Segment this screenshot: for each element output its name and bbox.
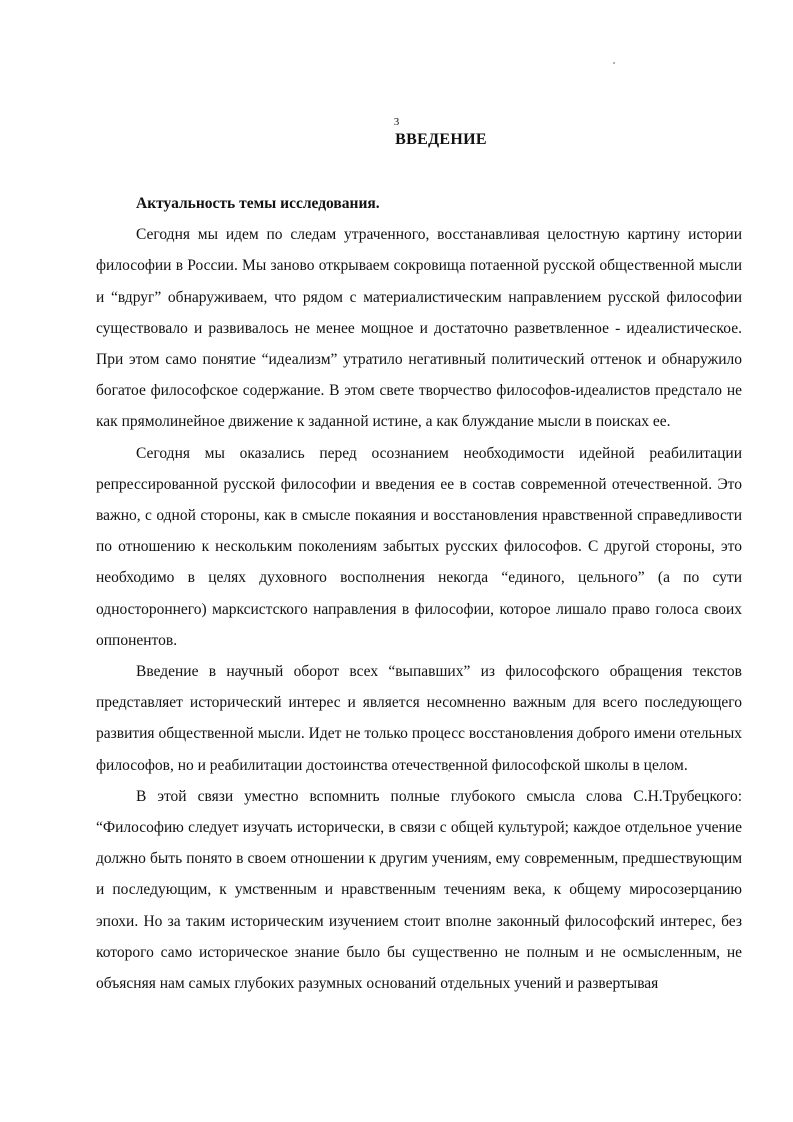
section-heading: Актуальность темы исследования. — [136, 195, 380, 212]
paragraph: Сегодня мы идем по следам утраченного, восстанавливая целостную картину истории философии в России. Мы заново открываем сокровища потаенной русской общественной мысли и “вдруг” обнаруживаем, что рядом с материалистическим направлением русской философии существовало и развивалось не менее мощное и достаточно разветвленное - идеалистическое. При этом само понятие “идеализм” утратило негативный политический оттенок и обнаружило богатое философское содержание. В этом свете творчество философов-идеалистов предстало не как прямолинейное движение к заданной истине, а как блуждание мысли в поисках ее. — [96, 226, 742, 431]
scan-speck — [613, 62, 615, 64]
paragraph: В этой связи уместно вспомнить полные глубокого смысла слова С.Н.Трубецкого: “Философию следует изучать исторически, в связи с общей культурой; каждое отдельное учение должно быть понято в своем отношении к другим учениям, ему современным, предшествующим и последующим, к умственным и нравственным течениям века, к общему миросозерцанию эпохи. Но за таким историческим изучением стоит вполне законный философский интерес, без которого само историческое знание было бы существенно не полным и не осмысленным, не объясняя нам самых глубоких разумных оснований отдельных учений и развертывая — [96, 787, 742, 993]
document-body — [96, 188, 742, 999]
page-title: ВВЕДЕНИЕ — [395, 131, 487, 148]
page-number: 3 — [393, 116, 400, 128]
paragraph: Сегодня мы оказались перед осознанием необходимости идейной реабилитации репрессированной русской философии и введения ее в состав современной отечественной. Это важно, с одной стороны, как в смысле покаяния и восстановления нравственной справедливости по отношению к нескольким поколениям забытых русских философов. С другой стороны, это необходимо в целях духовного восполнения некогда “единого, цельного” (а по сути одностороннего) марксистского направления в философии, которое лишало право голоса своих оппонентов. — [96, 444, 742, 649]
paragraph: Введение в научный оборот всех “выпавших” из философского обращения текстов представляет исторический интерес и является несомненно важным для всего последующего развития общественной мысли. Идет не только процесс восстановления доброго имени отельных философов, но и реабилитации достоинства отечественной философской школы в целом. — [96, 663, 742, 774]
